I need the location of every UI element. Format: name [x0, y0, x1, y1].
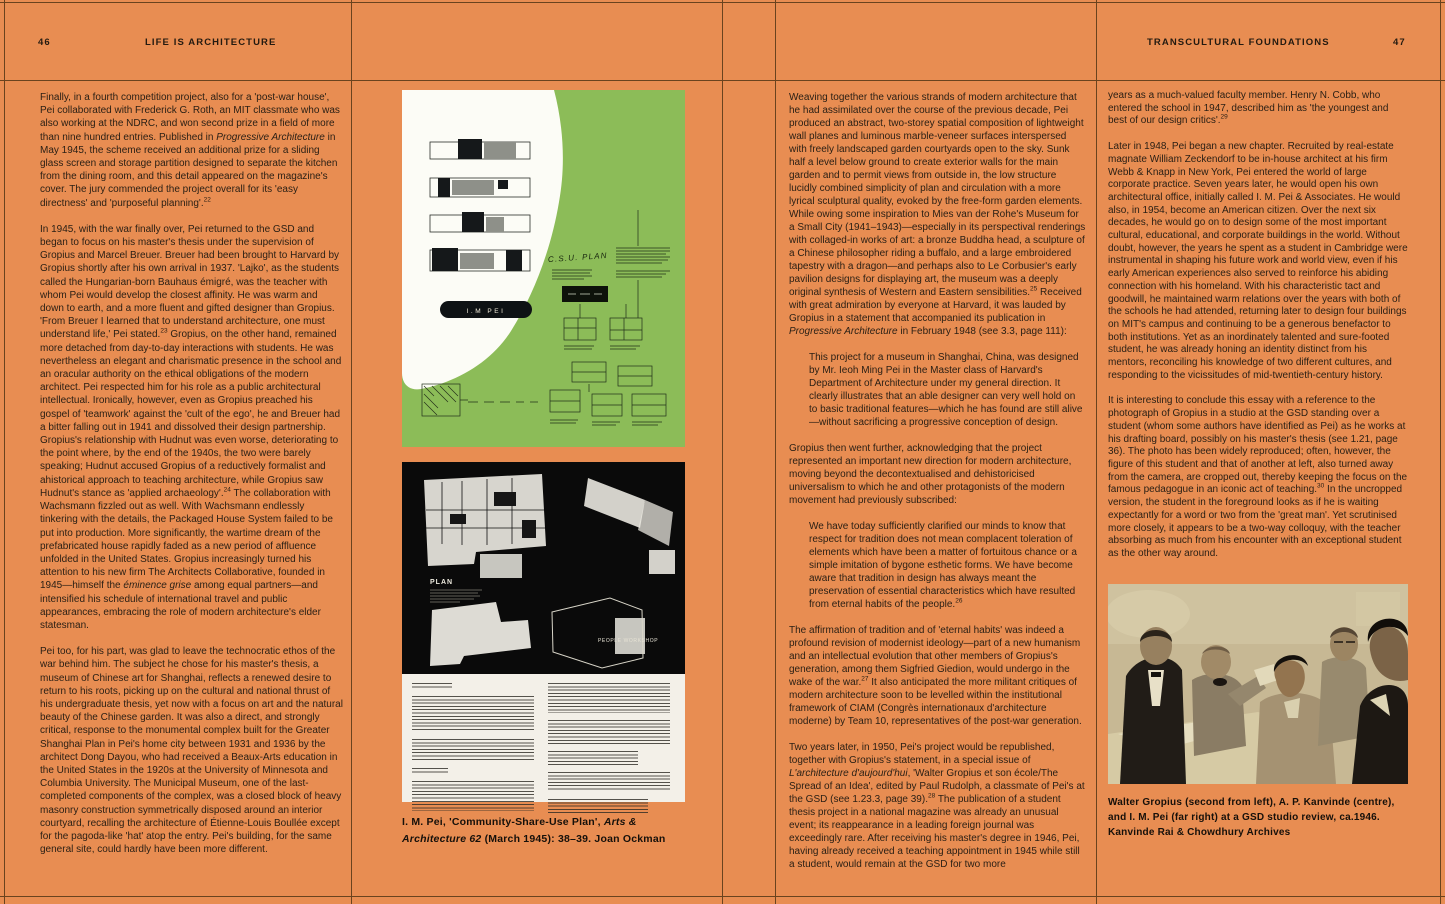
- gsd-studio-review-photo: [1108, 584, 1408, 784]
- grid-vline-left-column: [351, 0, 352, 904]
- left-page-number: 46: [38, 37, 51, 48]
- grid-vline-left-edge: [4, 0, 5, 904]
- left-running-head: LIFE IS ARCHITECTURE: [145, 37, 277, 48]
- paragraph: It is interesting to conclude this essay with a reference to the photograph of Gropius in a studio at the GSD standing over a student (whom some authors have identified as Pei) as he works at his drafting board, possibly on his master's thesis (see 1.21, page 36). The photo has been widely reproduced; often, however, the figure of this student and that of another at left, also turned away from the camera, are cropped out, thereby keeping the focus on the famous pedagogue in an iconic act of teaching.$^{30}$ In the uncropped version, the student in the foreground looks as if he is waiting expectantly for a word or two from the 'great man'. Yet scrutinised more closely, it appears to be a two-way colloquy, with the teacher absorbing as much from his encounter with an exceptional student as the other way around.: [1108, 395, 1408, 559]
- paragraph: The affirmation of tradition and of 'eternal habits' was indeed a profound revision of modernist ideology—part of a new humanism and an intellectual evolution that other members of Gropius's generation, among them Sigfried Giedion, would undergo in the wake of the war.$^{27}$ It also anticipated the more militant critiques of modern architecture soon to be levelled within the institutional framework of CIAM (Congrès internationaux d'architecture moderne) by Team 10, representatives of the post-war generation.: [789, 625, 1082, 727]
- figure2-black-drawings: [402, 462, 685, 674]
- printed-text-column-1: [412, 683, 534, 818]
- figure-column: [402, 90, 685, 847]
- paragraph: Weaving together the various strands of modern architecture that he had assimilated over the course of the previous decade, Pei produced an abstract, two-storey spatial composition of lightweight wall planes and luminous marble-veneer surfaces interspersed with freely landscaped garden courtyards open to the sky. Sunk half a level below ground to create exterior walls for the main garden and to permit views from outside in, the low structure lucidly combined simplicity of plan and circulation with a more lyrical sculptural quality, evoked by the free-form garden elements. While owing some inspiration to Mies van der Rohe's Museum for a Small City (1941–1943)—especially in its perspectival renderings with collaged-in works of art: a bronze Buddha head, a sculpture of a Chinese philosopher riding a buffalo, and a large embroidered tapestry with a dragon—and perhaps also to Le Corbusier's early pavilion designs for displaying art, the museum was a deeply original synthesis of Western and Eastern sensibilities.$^{25}$ Received with great admiration by everyone at Harvard, it was lauded by Gropius in a statement that accompanied its publication in Progressive Architecture in February 1948 (see 3.3, page 111):: [789, 92, 1086, 337]
- plan-label: PLAN: [430, 579, 454, 586]
- right-page-number: 47: [1393, 37, 1406, 48]
- plan-title: C.S.U. PLAN: [547, 250, 609, 265]
- grid-vline-center-gutter: [722, 0, 723, 904]
- paragraph: Pei too, for his part, was glad to leave the technocratic ethos of the war behind him. The subject he chose for his master's thesis, a museum of Chinese art for Shanghai, reflects a renewed desire to return to his roots, picking up on the cultural and national thrust of his undergraduate thesis, yet now with a focus on art and the natural beauty of the Chinese garden. It was also a direct, and strongly critical, response to the monumental complex built for the Greater Shanghai Plan in Pei's home city between 1931 and 1936 by the architect Dong Dayou, who had received a Beaux-Arts education in the United States in the 1920s at the University of Minnesota and Columbia University. The Municipal Museum, one of the last-completed components of the complex, was a closed block of heavy masonry construction symmetrically disposed around an interior courtyard, recalling the architecture of Étienne-Louis Boullée except for the pagoda-like 'hat' atop the entry. Pei's building, for the same general site, could hardly have been more different.: [40, 646, 343, 856]
- figure1-csu-plan-artwork: [402, 90, 685, 447]
- workshop-label: PEOPLE WORKSHOP: [598, 638, 659, 644]
- paragraph: Finally, in a fourth competition project, also for a 'post-war house', Pei collaborated with Frederick G. Roth, an MIT classmate who was also working at the NDRC, and won second prize in a field of more than nine hundred entries. Published in Progressive Architecture in May 1945, the scheme received an additional prize for a sliding glass screen and storage partition designed to separate the kitchen from the dining room, and this detail appeared on the magazine's cover. The jury commended the project overall for its 'easy directness' and 'purposeful planning'.$^{22}$: [40, 92, 340, 209]
- figure2-magazine-spread: [402, 462, 685, 802]
- grid-vline-right-margin: [775, 0, 776, 904]
- grid-vline-right-column: [1096, 0, 1097, 904]
- photo-caption: Walter Gropius (second from left), A. P. Kanvinde (centre), and I. M. Pei (far right) at a GSD studio review, ca.1946. Kanvinde Rai & Chowdhury Archives: [1108, 796, 1395, 838]
- printed-text-column-2: [548, 683, 670, 822]
- right-running-head: TRANSCULTURAL FOUNDATIONS: [1147, 37, 1330, 48]
- right-text-column-2: [1108, 90, 1408, 840]
- paragraph: Gropius then went further, acknowledging that the project represented an important new direction for modern architecture, moving beyond the decontextualised and dehistoricised universalism to which he and other protagonists of the modern movement had previously subscribed:: [789, 443, 1072, 506]
- name-pill-label: I.M PEI: [466, 308, 506, 315]
- paragraph: Two years later, in 1950, Pei's project would be republished, together with Gropius's statement, in a special issue of L'architecture d'aujourd'hui, 'Walter Gropius et son école/The Spread of an Idea', edited by Paul Rudolph, a classmate of Pei's at the GSD (see 1.23.3, page 39).$^{28}$ The publication of a student thesis project in a national magazine was already an unusual event; its reappearance in a leading foreign journal was exceedingly rare. After receiving his master's degree in 1946, Pei, having already received a teaching appointment in 1945 while still a student, would remain at the GSD for two more: [789, 742, 1085, 870]
- left-text-column: [40, 91, 343, 869]
- figure2-printed-text: [402, 674, 685, 802]
- paragraph: In 1945, with the war finally over, Pei returned to the GSD and began to focus on his master's thesis under the supervision of Gropius and Marcel Breuer. Breuer had been brought to Harvard by Gropius shortly after his own arrival in 1937. 'Lajko', as the students called the Hungarian-born Bauhaus émigré, was the teacher with whom Pei would develop the closest affinity. He was warm and down to earth, and a more fluent and gifted designer than Gropius. 'From Breuer I learned that to understand architecture, one must understand life,' Pei stated.$^{23}$ Gropius, on the other hand, remained more detached from day-to-day interactions with students. He was nevertheless an elegant and charismatic presence in the school and an oracular authority on the ethical obligations of the modern architect. Pei respected him for his role as a public architectural intellectual. Ironically, however, even as Gropius preached his gospel of 'teamwork' against the 'cult of the ego', he and Breuer had a bitter falling out in 1941 and dissolved their design partnership. Gropius's relationship with Hudnut was even worse, deteriorating to the point where, by the end of the 1940s, the two were barely speaking; Hudnut accused Gropius of a reductively formalist and ahistorical approach to teaching architecture, while Gropius saw Hudnut's stance as 'applied archaeology'.$^{24}$ The collaboration with Wachsmann fizzled out as well. With Wachsmann endlessly tinkering with the details, the Packaged House System failed to be put into production. More significantly, the wartime dream of the prefabricated house rapidly faded as a new period of affluence unfolded in the United States. Gropius increasingly turned his attention to his new firm The Architects Collaborative, founded in 1945—himself the éminence grise among equal partners—and intensified his schedule of international travel and public appearances, embracing the role of modern architecture's elder statesman.: [40, 223, 342, 631]
- right-text-column-1: [789, 91, 1086, 884]
- paragraph: years as a much-valued faculty member. Henry N. Cobb, who entered the school in 1947, described him as 'the youngest and best of our design critics'.$^{29}$: [1108, 90, 1389, 127]
- blockquote: We have today sufficiently clarified our minds to know that respect for tradition does not mean complacent toleration of elements which have been a matter of fortuitous chance or a simple imitation of bygone esthetic forms. We have become aware that tradition in design has always meant the preservation of essential characteristics which have resulted from eternal habits of the people.$^{26}$: [809, 521, 1077, 610]
- right-column-2-text: [1108, 90, 1408, 574]
- figure-caption: I. M. Pei, 'Community-Share-Use Plan', Arts & Architecture 62 (March 1945): 38–39. Joan Ockman: [402, 816, 666, 845]
- photo-artwork: [1108, 584, 1408, 784]
- blockquote: This project for a museum in Shanghai, China, was designed by Mr. Ieoh Ming Pei in the Master class of Harvard's Department of Architecture under my general direction. It clearly illustrates that an able designer can very well hold on to basic traditional features—which he has found are still alive—without sacrificing a progressive conception of design.: [809, 352, 1083, 428]
- grid-vline-right-edge: [1440, 0, 1441, 904]
- paragraph: Later in 1948, Pei began a new chapter. Recruited by real-estate magnate William Zeckendorf to be in-house architect at his firm Webb & Knapp in New York, Pei entered the world of large corporate practice. Seven years later, he would open his own architectural office, initially called I. M. Pei & Associates. He would also, in 1954, become an American citizen. Over the next six decades, he would go on to design some of the most important cultural, educational, and corporate buildings in the world. Without doubt, however, the years he spent as a student in Cambridge were instrumental in shaping his future work and world view, even if his early American experiences also served to reinforce his abiding connection with his homeland. With his characteristic tact and goodwill, he maintained warm relations over the years with both of the schools he had attended, returning later to design four buildings on MIT's campus and continuing to be a generous benefactor to both institutions. Yet as an inordinately talented and sure-footed student, he was already honing an identity distinct from his mentors, reconciling his knowledge of two different cultures, and responding to the vicissitudes of mid-twentieth-century history.: [1108, 141, 1408, 381]
